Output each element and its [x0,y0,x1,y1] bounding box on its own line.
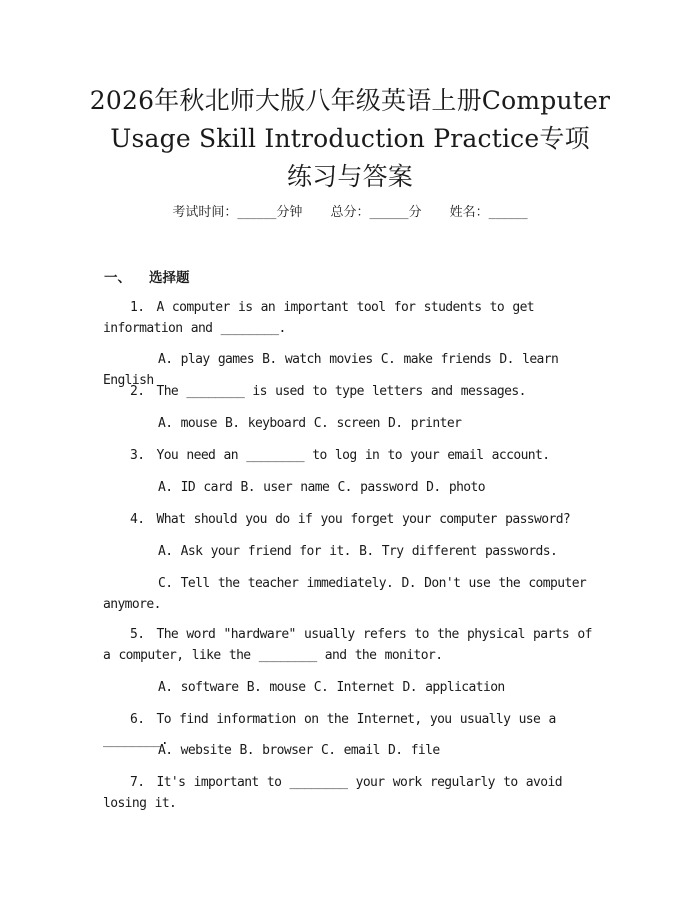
question-7 [103,772,595,814]
question-text: What should you do if you forget your computer password? [156,512,571,527]
section-heading [104,266,190,286]
question-text: The ________ is used to type letters and messages. [156,384,526,399]
question-1-options: A. play games B. watch movies C. make friends D. learn English [103,352,559,388]
exam-time: 考试时间：______分钟 [172,205,303,220]
question-number: 2. [130,384,145,399]
question-4-options-line-1: A. Ask your friend for it. B. Try different passwords. [158,544,558,559]
title-line-2: Usage Skill Introduction Practice专项 [110,124,590,153]
question-number: 3. [130,448,145,463]
question-number: 7. [130,775,145,790]
question-text: You need an ________ to log in to your email account. [156,448,550,463]
question-3-options: A. ID card B. user name C. password D. photo [158,480,485,495]
section-label: 选择题 [149,270,190,286]
document-title [60,82,640,196]
question-4-options-line-2: C. Tell the teacher immediately. D. Don't use the computer anymore. [103,576,587,612]
question-text: To find information on the Internet, you usually use a ________. [103,712,556,748]
section-number: 一、 [104,270,131,286]
question-text: A computer is an important tool for students to get information and ________. [103,300,535,336]
question-number: 5. [130,627,145,642]
question-2 [103,381,595,402]
exam-info [0,203,700,223]
question-6-options: A. website B. browser C. email D. file [158,743,440,758]
question-5-options: A. software B. mouse C. Internet D. application [158,680,505,695]
title-line-1: 2026年秋北师大版八年级英语上册Computer [89,86,611,115]
total-score: 总分：______分 [330,205,422,220]
question-number: 4. [130,512,145,527]
question-number: 6. [130,712,145,727]
question-2-options: A. mouse B. keyboard C. screen D. printer [158,416,462,431]
question-5 [103,624,595,666]
title-line-3: 练习与答案 [286,162,413,191]
question-3 [103,445,595,466]
student-name: 姓名：______ [449,205,528,220]
question-4 [103,509,595,530]
question-text: The word "hardware" usually refers to the physical parts of a computer, like the ________ and the monitor. [103,627,592,663]
question-number: 1. [130,300,145,315]
question-1 [103,297,595,339]
question-text: It's important to ________ your work regularly to avoid losing it. [103,775,562,811]
